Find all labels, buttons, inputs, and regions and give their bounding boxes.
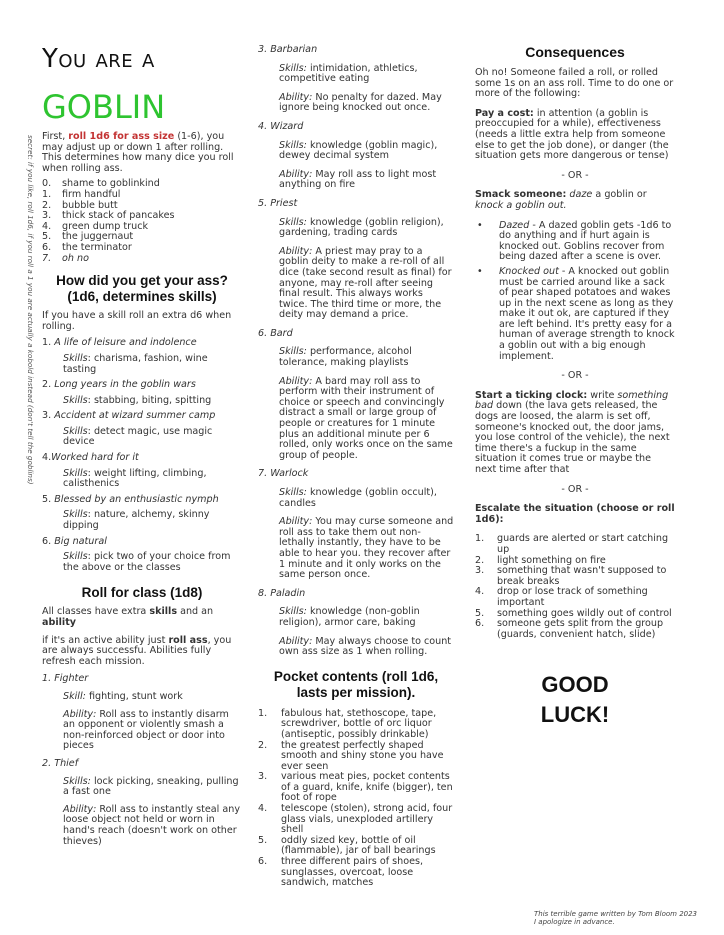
list-item: 3. various meat pies, pocket contents of a guard, knife, knife (bigger), ten foot of rope (258, 771, 453, 804)
origin-heading: How did you get your ass? (1d6, determines skills) (56, 273, 228, 305)
secret-sidenote: secret: if you like, roll 1d6, if you roll a 1 you are actually a kobold instead (don't tell the goblins) (26, 135, 35, 485)
or-divider: - OR - (561, 370, 589, 382)
list-item: 1. firm handful (42, 188, 121, 200)
class-wizard: 4. Wizard Skills: knowledge (goblin magic), dewey decimal system Ability: May roll ass to light most anything on fire (258, 120, 438, 191)
list-item: 6. three different pairs of shoes, sunglasses, overcoat, loose sandwich, matches (258, 856, 424, 889)
origin-item: 6. Big natural Skills: pick two of your choice from the above or the classes (42, 535, 231, 573)
list-item: • Knocked out - A knocked out goblin must be carried around like a sack of pear shaped potatoes and wakes up in the next scene as long as they make it out ok, are captured if they are left behind. It's pretty easy for a human of average strength to knock a goblin out with a big enough implement. (477, 265, 675, 362)
class-bard: 6. Bard Skills: performance, alcohol tolerance, making playlists Ability: A bard may roll ass to perform with their instrument of choice or speech and convincingly distract a small or large group of people or creatures for 1 minute plus an additional minute per 6 rolled, only works once on the same group of people. (258, 327, 453, 461)
list-item: 1. guards are alerted or start catching up (475, 533, 669, 555)
list-item: 0. shame to goblinkind (42, 178, 160, 190)
class-heading: Roll for class (1d8) (81, 585, 203, 601)
class-intro: All classes have extra skills and an ability (42, 606, 214, 628)
list-item: 1. fabulous hat, stethoscope, tape, screwdriver, bottle of orc liquor (antiseptic, possibly drinkable) (258, 707, 437, 740)
title-line-2: goblin (42, 75, 166, 129)
smack-someone: Smack someone: daze a goblin or knock a goblin out. (475, 189, 647, 211)
column-2 (258, 45, 454, 889)
class-fighter: 1. Fighter Skill: fighting, stunt work Ability: Roll ass to instantly disarm an opponent or violently smash a non-reinforced object or door into pieces (42, 673, 229, 752)
list-item: 5. oddly sized key, bottle of oil (flammable), jar of ball bearings (258, 834, 436, 857)
class-rule: if it's an active ability just roll ass, you are always successfu. Abilities fully refresh each mission. (42, 634, 232, 667)
list-item: 5. something goes wildly out of control (475, 607, 672, 619)
or-divider: - OR - (561, 169, 589, 181)
pocket-list (258, 709, 454, 889)
class-warlock: 7. Warlock Skills: knowledge (goblin occult), candles Ability: You may curse someone and roll ass to take them out non-lethally instantly, they have to be able to hear you. they recover after 1 minute and it only works on the same person once. (258, 468, 454, 581)
list-item: 3. something that wasn't supposed to break breaks (475, 565, 667, 587)
origin-item: 3. Accident at wizard summer camp Skills: detect magic, use magic device (42, 410, 216, 448)
ticking-clock: Start a ticking clock: write something bad down (the lava gets released, the dogs are loosed, the alarm is set off, someone's knocked out, the door jams, you lose control of the vehicle), the next time there's a fuckup in the same situation it comes true or maybe the next time after that (475, 389, 670, 475)
intro-bold: roll 1d6 for ass size (68, 131, 175, 142)
origin-item: 1. A life of leisure and indolence Skills: charisma, fashion, wine tasting (42, 337, 208, 375)
list-item: 2. the greatest perfectly shaped smooth and shiny stone you have ever seen (258, 739, 444, 772)
pay-cost: Pay a cost: in attention (a goblin is preoccupied for a while), effectiveness (needs a little extra help from someone else to get the job done), or danger (the situation gets more dangerous or tense) (475, 107, 669, 162)
class-thief: 2. Thief Skills: lock picking, sneaking, pulling a fast one Ability: Roll ass to instantly steal any loose object not held or worn in hand's reach (doesn't work on other thieves) (42, 757, 240, 847)
list-item: 4. green dump truck (42, 220, 149, 232)
class-barbarian: 3. Barbarian Skills: intimidation, athletics, competitive eating Ability: No penalty for dazed. May ignore being knocked out once. (258, 44, 442, 114)
origin-item: 5. Blessed by an enthusiastic nymph Skills: nature, alchemy, skinny dipping (42, 493, 219, 532)
smack-bullets (475, 221, 675, 363)
list-item: 4. drop or lose track of something important (475, 586, 648, 608)
ass-size-list (42, 179, 242, 264)
list-item: • Dazed - A dazed goblin gets -1d6 to do anything and if hurt again is knocked out. Goblins recover from being dazed after a scene is over. (477, 219, 672, 263)
class-paladin: 8. Paladin Skills: knowledge (non-goblin religion), armor care, baking Ability: May always choose to count own ass size as 1 when rolling. (258, 587, 452, 658)
escalate-label: Escalate the situation (choose or roll 1d6): (475, 503, 675, 525)
list-item: 2. bubble butt (42, 199, 118, 211)
origin-item: 4.Worked hard for it Skills: weight lifting, climbing, calisthenics (42, 452, 207, 490)
list-item: 6. someone gets split from the group (guards, convenient hatch, slide) (475, 618, 664, 640)
column-3 (475, 44, 675, 730)
good-luck: GOOD LUCK! (540, 672, 610, 728)
column-1 (42, 132, 242, 847)
list-item: 6. the terminator (42, 241, 132, 253)
class-priest: 5. Priest Skills: knowledge (goblin religion), gardening, trading cards Ability: A priest may pray to a goblin deity to make a re-roll of all dice (take second result as final) for anyone, may re-roll after seeing final result. This always works twice. The third time or more, the deity may demand a price. (258, 197, 452, 321)
escalate-list (475, 534, 675, 640)
credit: This terrible game written by Tom Bloom 2023 I apologize in advance. (534, 910, 698, 926)
consequences-intro: Oh no! Someone failed a roll, or rolled some 1s on an ass roll. Time to do one or more of the following: (475, 67, 674, 100)
title-line-1: You are a (42, 44, 155, 74)
intro-paragraph: First, roll 1d6 for ass size (1-6), you may adjust up or down 1 after rolling. This determines how many dice you roll when rolling ass. (42, 131, 234, 174)
list-item: 5. the juggernaut (42, 231, 134, 243)
origin-item: 2. Long years in the goblin wars Skills: stabbing, biting, spitting (42, 379, 212, 406)
list-item: 3. thick stack of pancakes (42, 210, 175, 222)
or-divider: - OR - (561, 483, 589, 495)
pocket-heading: Pocket contents (roll 1d6, lasts per mission). (273, 668, 439, 700)
list-item: 2. light something on fire (475, 554, 606, 566)
list-item: 7. oh no (42, 252, 89, 264)
list-item: 4. telescope (stolen), strong acid, four glass vials, unexploded artillery shell (258, 803, 453, 836)
consequences-heading: Consequences (525, 44, 625, 60)
origin-intro: If you have a skill roll an extra d6 when rolling. (42, 310, 232, 332)
